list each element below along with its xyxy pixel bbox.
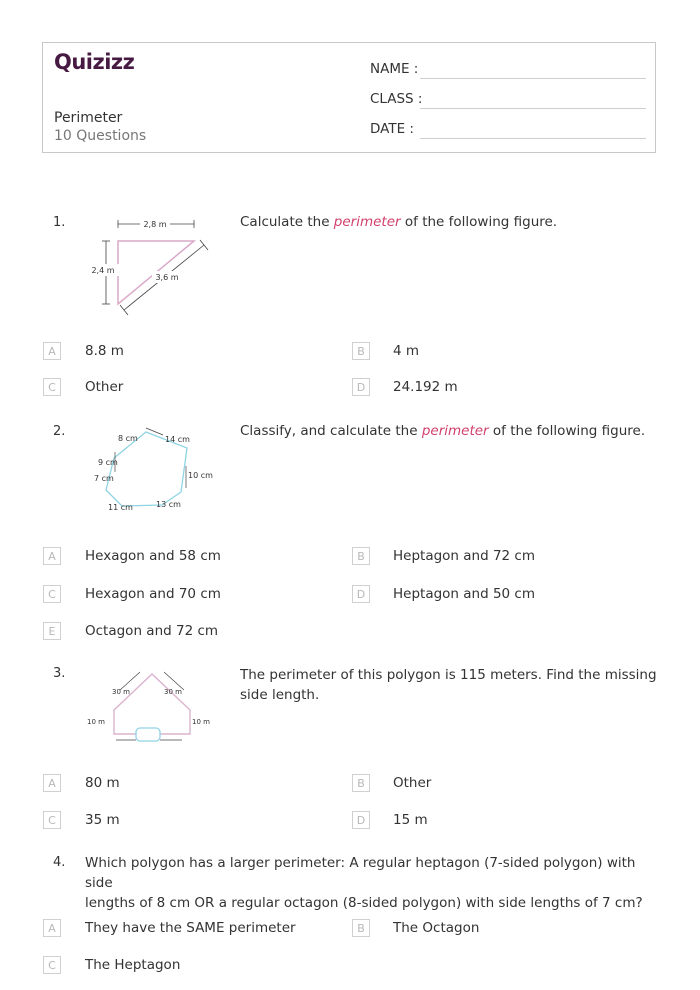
right-triangle-figure xyxy=(84,214,216,316)
figure-label: 30 m xyxy=(112,688,130,696)
figure-label: 14 cm xyxy=(165,435,190,444)
option-letter[interactable]: A xyxy=(43,774,61,792)
option-text[interactable]: 8.8 m xyxy=(85,343,124,359)
name-label: NAME : xyxy=(370,61,419,77)
worksheet-title: Perimeter xyxy=(54,110,123,126)
question-number: 1. xyxy=(53,215,66,230)
option-letter[interactable]: A xyxy=(43,919,61,937)
question-text: Calculate the perimeter of the following figure. xyxy=(240,214,558,230)
figure-label: 10 m xyxy=(192,718,210,726)
option-letter[interactable]: D xyxy=(352,585,370,603)
option-text[interactable]: The Heptagon xyxy=(85,957,181,973)
option-text[interactable]: 4 m xyxy=(393,343,420,359)
option-letter[interactable]: B xyxy=(352,919,370,937)
option-letter[interactable]: C xyxy=(43,378,61,396)
option-letter[interactable]: A xyxy=(43,547,61,565)
question-text: Which polygon has a larger perimeter: A regular heptagon (7-sided polygon) with side lengths of 8 cm OR a regular octagon (8-sided polygon) with side lengths of 7 cm? xyxy=(85,855,643,911)
option-text[interactable]: Hexagon and 70 cm xyxy=(85,586,221,602)
option-text[interactable]: Octagon and 72 cm xyxy=(85,623,219,639)
date-field[interactable] xyxy=(420,138,646,139)
option-letter[interactable]: C xyxy=(43,956,61,974)
option-text[interactable]: They have the SAME perimeter xyxy=(85,920,296,936)
option-text[interactable]: Heptagon and 72 cm xyxy=(393,548,536,564)
class-field[interactable] xyxy=(420,108,646,109)
option-letter[interactable]: B xyxy=(352,774,370,792)
date-label: DATE : xyxy=(370,121,414,137)
option-letter[interactable]: B xyxy=(352,342,370,360)
figure-label: 30 m xyxy=(164,688,182,696)
class-label: CLASS : xyxy=(370,91,423,107)
option-text[interactable]: 15 m xyxy=(393,812,428,828)
question-number: 2. xyxy=(53,424,66,439)
option-letter[interactable]: C xyxy=(43,585,61,603)
option-text[interactable]: The Octagon xyxy=(393,920,480,936)
question-text: The perimeter of this polygon is 115 meters. Find the missing side length. xyxy=(240,667,657,703)
figure-label: 10 m xyxy=(87,718,105,726)
figure-label: 10 cm xyxy=(188,471,213,480)
figure-label: 8 cm xyxy=(118,434,138,443)
option-letter[interactable]: D xyxy=(352,811,370,829)
question-number: 4. xyxy=(53,855,66,870)
figure-label: 3,6 m xyxy=(155,273,179,282)
pentagon-figure xyxy=(84,664,216,750)
question-text: Classify, and calculate the perimeter of the following figure. xyxy=(240,423,646,439)
figure-label: 2,8 m xyxy=(143,220,167,229)
figure-label: 13 cm xyxy=(156,500,181,509)
option-text[interactable]: Hexagon and 58 cm xyxy=(85,548,221,564)
figure-label: 9 cm xyxy=(98,458,118,467)
option-letter[interactable]: A xyxy=(43,342,61,360)
figure-label: 7 cm xyxy=(94,474,114,483)
name-field[interactable] xyxy=(420,78,646,79)
option-letter[interactable]: C xyxy=(43,811,61,829)
option-text[interactable]: 35 m xyxy=(85,812,120,828)
quizizz-logo: Quizizz xyxy=(54,50,135,74)
option-letter[interactable]: D xyxy=(352,378,370,396)
option-letter[interactable]: B xyxy=(352,547,370,565)
question-count: 10 Questions xyxy=(54,128,147,144)
question-number: 3. xyxy=(53,666,66,681)
option-text[interactable]: Other xyxy=(85,379,124,395)
option-text[interactable]: 80 m xyxy=(85,775,120,791)
option-text[interactable]: 24.192 m xyxy=(393,379,458,395)
option-text[interactable]: Heptagon and 50 cm xyxy=(393,586,536,602)
option-letter[interactable]: E xyxy=(43,622,61,640)
option-text[interactable]: Other xyxy=(393,775,432,791)
figure-label: 11 cm xyxy=(108,503,133,512)
heptagon-figure xyxy=(84,422,220,518)
figure-label: 2,4 m xyxy=(91,266,115,275)
